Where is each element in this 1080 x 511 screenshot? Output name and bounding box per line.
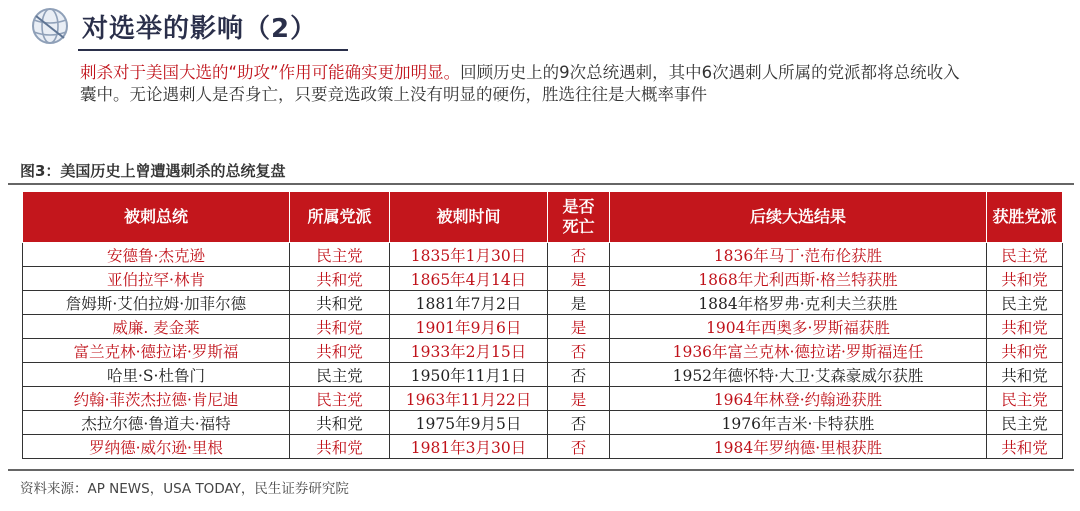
cell-result: 1964年林登·约翰逊获胜: [610, 387, 987, 411]
cell-president: 詹姆斯·艾伯拉姆·加菲尔德: [23, 291, 290, 315]
cell-died: 否: [548, 363, 610, 387]
summary-text: [80, 62, 960, 106]
cell-president: 安德鲁·杰克逊: [23, 243, 290, 267]
cell-result: 1984年罗纳德·里根获胜: [610, 435, 987, 459]
cell-party: 共和党: [290, 339, 390, 363]
cell-president: 哈里·S·杜鲁门: [23, 363, 290, 387]
cell-result: 1936年富兰克林·德拉诺·罗斯福连任: [610, 339, 987, 363]
cell-winner: 民主党: [987, 411, 1063, 435]
table-header-row: [23, 192, 1063, 243]
source-note: 资料来源：AP NEWS，USA TODAY，民生证券研究院: [20, 481, 349, 497]
cell-died: 否: [548, 339, 610, 363]
cell-date: 1981年3月30日: [390, 435, 548, 459]
cell-died: 是: [548, 267, 610, 291]
cell-winner: 共和党: [987, 363, 1063, 387]
cell-winner: 民主党: [987, 291, 1063, 315]
cell-president: 威廉. 麦金莱: [23, 315, 290, 339]
cell-party: 民主党: [290, 387, 390, 411]
cell-president: 亚伯拉罕·林肯: [23, 267, 290, 291]
table-row: [23, 315, 1063, 339]
cell-winner: 民主党: [987, 387, 1063, 411]
table-row: [23, 363, 1063, 387]
title-underline: [78, 49, 348, 51]
globe-icon: [30, 6, 70, 46]
cell-president: 约翰·菲茨杰拉德·肯尼迪: [23, 387, 290, 411]
col-header-died: 是否 死亡: [548, 192, 610, 243]
cell-died: 否: [548, 243, 610, 267]
cell-result: 1884年格罗弗·克利夫兰获胜: [610, 291, 987, 315]
cell-winner: 共和党: [987, 315, 1063, 339]
col-header-date: 被刺时间: [390, 192, 548, 243]
cell-died: 是: [548, 387, 610, 411]
col-header-winner: 获胜党派: [987, 192, 1063, 243]
cell-died: 是: [548, 291, 610, 315]
cell-party: 民主党: [290, 243, 390, 267]
cell-date: 1881年7月2日: [390, 291, 548, 315]
cell-date: 1933年2月15日: [390, 339, 548, 363]
table-row: [23, 411, 1063, 435]
cell-winner: 共和党: [987, 339, 1063, 363]
cell-died: 是: [548, 315, 610, 339]
col-header-president: 被刺总统: [23, 192, 290, 243]
cell-date: 1950年11月1日: [390, 363, 548, 387]
assassination-table: [22, 191, 1063, 459]
table-row: [23, 267, 1063, 291]
table-row: [23, 339, 1063, 363]
cell-winner: 民主党: [987, 243, 1063, 267]
table-row: [23, 291, 1063, 315]
cell-date: 1901年9月6日: [390, 315, 548, 339]
table-row: [23, 387, 1063, 411]
page-title: 对选举的影响（2）: [82, 14, 318, 44]
cell-party: 共和党: [290, 315, 390, 339]
cell-died: 否: [548, 411, 610, 435]
cell-date: 1963年11月22日: [390, 387, 548, 411]
cell-date: 1865年4月14日: [390, 267, 548, 291]
cell-party: 共和党: [290, 435, 390, 459]
cell-president: 罗纳德·威尔逊·里根: [23, 435, 290, 459]
cell-president: 杰拉尔德·鲁道夫·福特: [23, 411, 290, 435]
cell-president: 富兰克林·德拉诺·罗斯福: [23, 339, 290, 363]
table-body: [23, 243, 1063, 459]
figure-title: 图3：美国历史上曾遭遇刺杀的总统复盘: [20, 162, 286, 180]
cell-party: 共和党: [290, 267, 390, 291]
summary-highlight: 刺杀对于美国大选的“助攻”作用可能确实更加明显。: [80, 63, 461, 82]
cell-party: 民主党: [290, 363, 390, 387]
summary-rest: 回顾历史上的9次总统遇刺，其中6次遇刺人所属的党派都将总统收入囊中。无论遇刺人是否身亡，只要竞选政策上没有明显的硬伤，胜选往往是大概率事件: [80, 63, 960, 104]
cell-party: 共和党: [290, 291, 390, 315]
figure-top-rule: [8, 183, 1074, 185]
cell-result: 1904年西奥多·罗斯福获胜: [610, 315, 987, 339]
cell-result: 1868年尤利西斯·格兰特获胜: [610, 267, 987, 291]
table-row: [23, 435, 1063, 459]
cell-date: 1835年1月30日: [390, 243, 548, 267]
cell-result: 1976年吉米·卡特获胜: [610, 411, 987, 435]
col-header-party: 所属党派: [290, 192, 390, 243]
cell-result: 1952年德怀特·大卫·艾森豪威尔获胜: [610, 363, 987, 387]
cell-result: 1836年马丁·范布伦获胜: [610, 243, 987, 267]
cell-party: 共和党: [290, 411, 390, 435]
cell-winner: 共和党: [987, 435, 1063, 459]
figure-bottom-rule: [8, 469, 1074, 471]
table-row: [23, 243, 1063, 267]
cell-died: 否: [548, 435, 610, 459]
cell-winner: 共和党: [987, 267, 1063, 291]
col-header-result: 后续大选结果: [610, 192, 987, 243]
cell-date: 1975年9月5日: [390, 411, 548, 435]
